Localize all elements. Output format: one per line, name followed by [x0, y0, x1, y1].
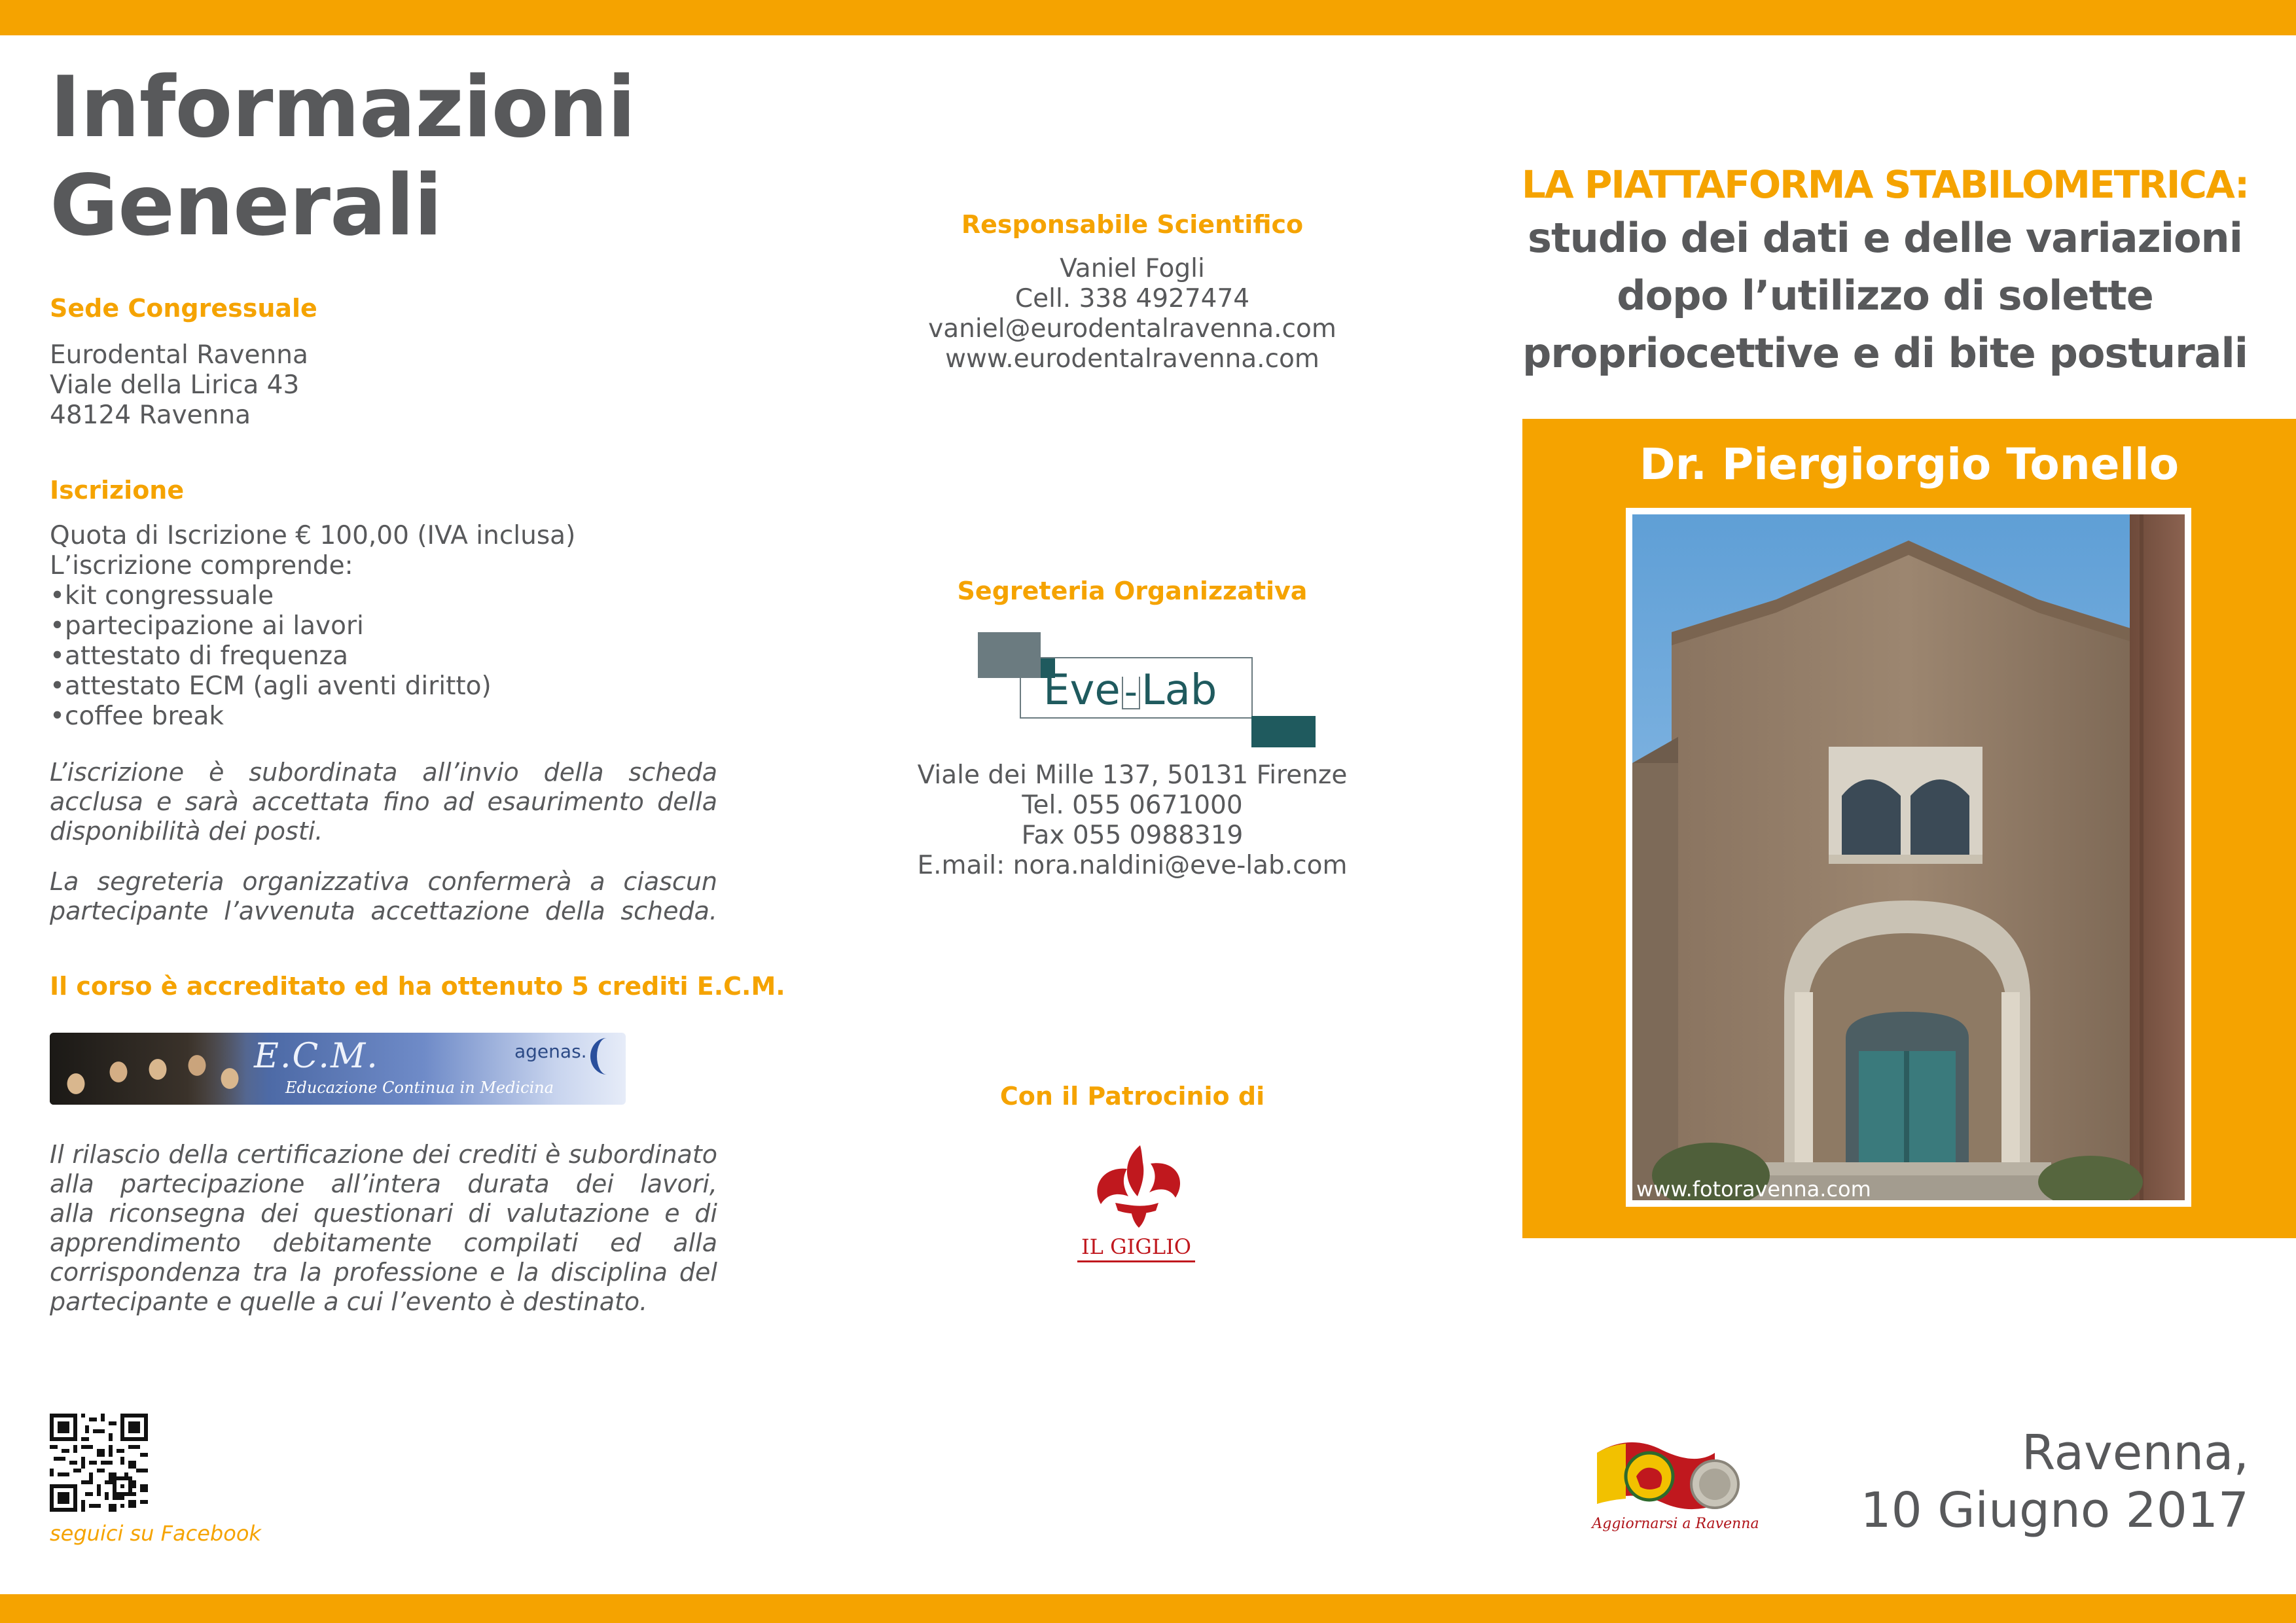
segreteria-address: Viale dei Mille 137, 50131 Firenze — [917, 760, 1348, 790]
ecm-title: E.C.M. — [254, 1037, 379, 1076]
subtitle-line: studio dei dati e delle variazioni — [1528, 214, 2242, 262]
iscrizione-heading: Iscrizione — [50, 476, 185, 505]
patrocinio-block — [851, 1081, 1414, 1111]
segreteria-heading: Segreteria Organizzativa — [957, 577, 1308, 605]
iscrizione-line: •partecipazione ai lavori — [50, 611, 364, 641]
speaker-name: Dr. Piergiorgio Tonello — [1639, 439, 2179, 490]
subtitle-line: propriocettive e di bite posturali — [1522, 329, 2248, 377]
bottom-band — [0, 1594, 2296, 1623]
patrocinio-heading: Con il Patrocinio di — [999, 1082, 1265, 1111]
iscrizione-line: Quota di Iscrizione € 100,00 (IVA inclusa) — [50, 521, 576, 550]
course-subtitle — [1505, 209, 2265, 382]
responsabile-phone: Cell. 338 4927474 — [1014, 284, 1250, 313]
church-photo-image — [1632, 514, 2185, 1200]
il-giglio-logo — [1077, 1140, 1195, 1271]
event-place-date — [1861, 1424, 2249, 1539]
title-line-1: Informazioni — [50, 59, 636, 156]
facebook-qr-code[interactable] — [50, 1414, 148, 1512]
cert-line: corrispondenza tra la professione e la disciplina del — [50, 1258, 717, 1287]
cert-line: partecipante e quelle a cui l’evento è destinato. — [50, 1287, 648, 1316]
ecm-subtitle: Educazione Continua in Medicina — [285, 1079, 554, 1097]
event-date: 10 Giugno 2017 — [1860, 1482, 2249, 1539]
responsabile-email[interactable]: vaniel@eurodentalravenna.com — [928, 314, 1336, 344]
note-line: disponibilità dei posti. — [50, 817, 323, 846]
logo-word-eve: Eve — [1043, 666, 1121, 715]
iscrizione-list — [50, 521, 575, 732]
responsabile-block — [851, 209, 1414, 374]
iscrizione-line: •attestato ECM (agli aventi diritto) — [50, 671, 492, 701]
segreteria-email[interactable]: E.mail: nora.naldini@eve-lab.com — [917, 851, 1348, 880]
note-line: acclusa e sarà accettata fino ad esaurimento della — [50, 787, 717, 816]
lily-icon — [1077, 1140, 1195, 1232]
segreteria-phone: Tel. 055 0671000 — [1022, 791, 1243, 820]
logo-word-separator: - — [1122, 677, 1140, 709]
note-line: partecipante l’avvenuta accettazione della scheda. — [50, 897, 717, 925]
responsabile-heading: Responsabile Scientifico — [961, 210, 1304, 239]
photo-credit: www.fotoravenna.com — [1636, 1177, 1871, 1202]
certification-note — [50, 1140, 717, 1317]
responsabile-name: Vaniel Fogli — [1060, 254, 1205, 283]
subtitle-line: dopo l’utilizzo di solette — [1617, 272, 2153, 319]
coat-of-arms-icon — [1584, 1427, 1767, 1518]
logo-word-lab: Lab — [1141, 666, 1217, 715]
sede-heading: Sede Congressuale — [50, 294, 317, 323]
agenas-logo-text: agenas. — [514, 1041, 587, 1062]
event-city: Ravenna, — [2021, 1425, 2249, 1481]
iscrizione-note — [50, 758, 717, 846]
cert-line: apprendimento debitamente compilati ed alla — [50, 1228, 717, 1257]
sede-line: 48124 Ravenna — [50, 401, 251, 430]
confirmation-note — [50, 867, 717, 926]
eve-lab-logo — [978, 632, 1292, 750]
cert-line: Il rilascio della certificazione dei crediti è subordinato — [50, 1140, 717, 1169]
segreteria-contact — [851, 760, 1414, 881]
segreteria-lines — [851, 760, 1414, 881]
top-band — [0, 0, 2296, 35]
agenas-logo-icon — [590, 1038, 623, 1075]
aggiornarsi-caption: Aggiornarsi a Ravenna — [1592, 1516, 1759, 1532]
ecm-banner — [50, 1033, 626, 1105]
responsabile-website[interactable]: www.eurodentalravenna.com — [945, 344, 1319, 374]
sede-address — [50, 340, 308, 431]
church-photo — [1626, 508, 2191, 1207]
aggiornarsi-logo — [1584, 1427, 1767, 1544]
iscrizione-line: •coffee break — [50, 702, 224, 731]
il-giglio-name: IL GIGLIO — [1077, 1234, 1195, 1262]
facebook-link[interactable]: seguici su Facebook — [50, 1521, 261, 1546]
note-line: L’iscrizione è subordinata all’invio della scheda — [50, 758, 717, 787]
title-line-2: Generali — [50, 157, 442, 255]
segreteria-heading-block — [851, 576, 1414, 606]
segreteria-fax: Fax 055 0988319 — [1021, 821, 1244, 850]
note-line: La segreteria organizzativa confermerà a ciascun — [50, 867, 717, 896]
sede-line: Eurodental Ravenna — [50, 340, 308, 370]
iscrizione-line: •kit congressuale — [50, 581, 274, 611]
responsabile-contact — [851, 254, 1414, 374]
course-title-orange: LA PIATTAFORMA STABILOMETRICA: — [1521, 162, 2249, 207]
sede-line: Viale della Lirica 43 — [50, 370, 300, 400]
speaker-panel — [1522, 419, 2296, 1238]
cert-line: alla riconsegna dei questionari di valutazione e di — [50, 1199, 717, 1228]
page-title — [50, 59, 717, 255]
logo-wordmark — [1043, 666, 1217, 715]
course-title — [1505, 164, 2265, 382]
iscrizione-line: •attestato di frequenza — [50, 641, 348, 671]
cert-line: alla partecipazione all’intera durata dei lavori, — [50, 1169, 717, 1198]
iscrizione-line: L’iscrizione comprende: — [50, 551, 353, 580]
credits-heading: Il corso è accreditato ed ha ottenuto 5 crediti E.C.M. — [50, 972, 785, 1001]
ecm-painting-image — [50, 1033, 246, 1105]
logo-square — [1251, 716, 1316, 747]
left-title-block — [50, 59, 717, 255]
